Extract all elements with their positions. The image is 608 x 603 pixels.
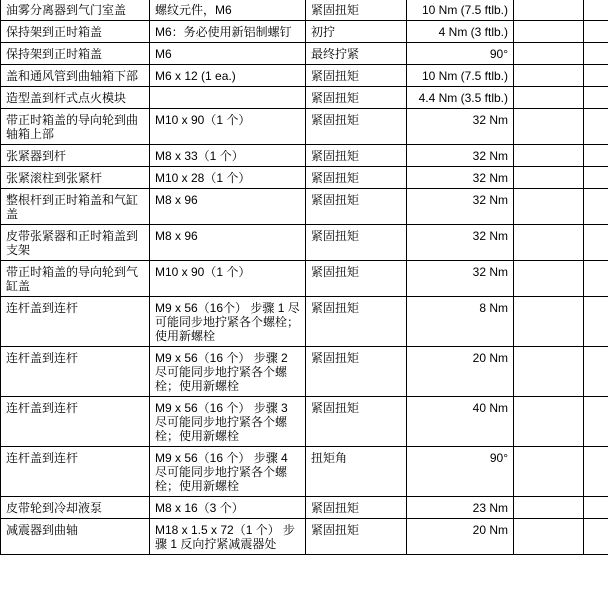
empty-cell bbox=[514, 167, 584, 189]
method-cell: 紧固扭矩 bbox=[306, 225, 407, 261]
value-cell: 32 Nm bbox=[407, 145, 514, 167]
spec-cell: 螺纹元件，M6 bbox=[150, 0, 306, 21]
component-cell: 保持架到正时箱盖 bbox=[1, 43, 150, 65]
empty-cell bbox=[584, 347, 608, 397]
spec-cell bbox=[150, 87, 306, 109]
value-cell: 32 Nm bbox=[407, 167, 514, 189]
table-row bbox=[1, 145, 608, 167]
empty-cell bbox=[514, 297, 584, 347]
empty-cell bbox=[584, 261, 608, 297]
table-row bbox=[1, 297, 608, 347]
empty-cell bbox=[584, 225, 608, 261]
empty-cell bbox=[584, 297, 608, 347]
component-cell: 皮带张紧器和正时箱盖到支架 bbox=[1, 225, 150, 261]
component-cell: 油雾分离器到气门室盖 bbox=[1, 0, 150, 21]
empty-cell bbox=[514, 65, 584, 87]
empty-cell bbox=[514, 87, 584, 109]
table-row bbox=[1, 189, 608, 225]
empty-cell bbox=[584, 0, 608, 21]
empty-cell bbox=[514, 347, 584, 397]
value-cell: 10 Nm (7.5 ftlb.) bbox=[407, 0, 514, 21]
value-cell: 32 Nm bbox=[407, 261, 514, 297]
table-row bbox=[1, 225, 608, 261]
component-cell: 整根杆到正时箱盖和气缸盖 bbox=[1, 189, 150, 225]
component-cell: 皮带轮到冷却液泵 bbox=[1, 497, 150, 519]
value-cell: 20 Nm bbox=[407, 519, 514, 555]
table-row bbox=[1, 261, 608, 297]
table-row bbox=[1, 65, 608, 87]
value-cell: 32 Nm bbox=[407, 225, 514, 261]
table-row bbox=[1, 397, 608, 447]
method-cell: 紧固扭矩 bbox=[306, 497, 407, 519]
component-cell: 连杆盖到连杆 bbox=[1, 397, 150, 447]
spec-cell: M10 x 90（1 个） bbox=[150, 109, 306, 145]
empty-cell bbox=[584, 145, 608, 167]
empty-cell bbox=[584, 87, 608, 109]
value-cell: 90° bbox=[407, 447, 514, 497]
empty-cell bbox=[584, 397, 608, 447]
value-cell: 32 Nm bbox=[407, 189, 514, 225]
empty-cell bbox=[584, 109, 608, 145]
spec-cell: M8 x 96 bbox=[150, 189, 306, 225]
table-row bbox=[1, 0, 608, 21]
empty-cell bbox=[514, 0, 584, 21]
empty-cell bbox=[514, 225, 584, 261]
component-cell: 连杆盖到连杆 bbox=[1, 447, 150, 497]
spec-cell: M8 x 16（3 个） bbox=[150, 497, 306, 519]
empty-cell bbox=[584, 43, 608, 65]
table-row bbox=[1, 43, 608, 65]
empty-cell bbox=[584, 65, 608, 87]
spec-cell: M6 bbox=[150, 43, 306, 65]
component-cell: 盖和通风管到曲轴箱下部 bbox=[1, 65, 150, 87]
value-cell: 32 Nm bbox=[407, 109, 514, 145]
empty-cell bbox=[584, 167, 608, 189]
table-row bbox=[1, 347, 608, 397]
empty-cell bbox=[514, 109, 584, 145]
component-cell: 减震器到曲轴 bbox=[1, 519, 150, 555]
method-cell: 紧固扭矩 bbox=[306, 0, 407, 21]
empty-cell bbox=[514, 145, 584, 167]
empty-cell bbox=[584, 21, 608, 43]
method-cell: 紧固扭矩 bbox=[306, 297, 407, 347]
spec-cell: M6 x 12 (1 ea.) bbox=[150, 65, 306, 87]
method-cell: 紧固扭矩 bbox=[306, 519, 407, 555]
empty-cell bbox=[514, 497, 584, 519]
component-cell: 保持架到正时箱盖 bbox=[1, 21, 150, 43]
component-cell: 带正时箱盖的导向轮到气缸盖 bbox=[1, 261, 150, 297]
table-row bbox=[1, 167, 608, 189]
value-cell: 23 Nm bbox=[407, 497, 514, 519]
method-cell: 紧固扭矩 bbox=[306, 145, 407, 167]
method-cell: 紧固扭矩 bbox=[306, 189, 407, 225]
component-cell: 张紧器到杆 bbox=[1, 145, 150, 167]
spec-cell: M8 x 33（1 个） bbox=[150, 145, 306, 167]
table-row bbox=[1, 519, 608, 555]
empty-cell bbox=[514, 519, 584, 555]
empty-cell bbox=[514, 189, 584, 225]
table-row bbox=[1, 21, 608, 43]
method-cell: 紧固扭矩 bbox=[306, 167, 407, 189]
spec-cell: M8 x 96 bbox=[150, 225, 306, 261]
value-cell: 8 Nm bbox=[407, 297, 514, 347]
table-row bbox=[1, 87, 608, 109]
table-row bbox=[1, 109, 608, 145]
spec-table-body bbox=[1, 0, 608, 555]
empty-cell bbox=[584, 519, 608, 555]
component-cell: 张紧滚柱到张紧杆 bbox=[1, 167, 150, 189]
value-cell: 4.4 Nm (3.5 ftlb.) bbox=[407, 87, 514, 109]
value-cell: 40 Nm bbox=[407, 397, 514, 447]
spec-cell: M9 x 56（16 个） 步骤 2 尽可能同步地拧紧各个螺栓；使用新螺栓 bbox=[150, 347, 306, 397]
method-cell: 紧固扭矩 bbox=[306, 397, 407, 447]
method-cell: 扭矩角 bbox=[306, 447, 407, 497]
spec-cell: M9 x 56（16 个） 步骤 4 尽可能同步地拧紧各个螺栓；使用新螺栓 bbox=[150, 447, 306, 497]
value-cell: 10 Nm (7.5 ftlb.) bbox=[407, 65, 514, 87]
empty-cell bbox=[584, 497, 608, 519]
empty-cell bbox=[514, 43, 584, 65]
component-cell: 连杆盖到连杆 bbox=[1, 347, 150, 397]
method-cell: 最终拧紧 bbox=[306, 43, 407, 65]
empty-cell bbox=[514, 21, 584, 43]
spec-cell: M10 x 28（1 个） bbox=[150, 167, 306, 189]
method-cell: 紧固扭矩 bbox=[306, 347, 407, 397]
spec-cell: M18 x 1.5 x 72（1 个） 步骤 1 反向拧紧减震器处 bbox=[150, 519, 306, 555]
spec-cell: M10 x 90（1 个） bbox=[150, 261, 306, 297]
empty-cell bbox=[514, 261, 584, 297]
spec-cell: M9 x 56（16 个） 步骤 3 尽可能同步地拧紧各个螺栓；使用新螺栓 bbox=[150, 397, 306, 447]
method-cell: 紧固扭矩 bbox=[306, 261, 407, 297]
spec-cell: M6：务必使用新铝制螺钉 bbox=[150, 21, 306, 43]
empty-cell bbox=[584, 447, 608, 497]
component-cell: 连杆盖到连杆 bbox=[1, 297, 150, 347]
method-cell: 紧固扭矩 bbox=[306, 65, 407, 87]
empty-cell bbox=[514, 447, 584, 497]
empty-cell bbox=[514, 397, 584, 447]
component-cell: 造型盖到杆式点火模块 bbox=[1, 87, 150, 109]
empty-cell bbox=[584, 189, 608, 225]
method-cell: 紧固扭矩 bbox=[306, 109, 407, 145]
method-cell: 紧固扭矩 bbox=[306, 87, 407, 109]
component-cell: 带正时箱盖的导向轮到曲轴箱上部 bbox=[1, 109, 150, 145]
value-cell: 4 Nm (3 ftlb.) bbox=[407, 21, 514, 43]
value-cell: 20 Nm bbox=[407, 347, 514, 397]
value-cell: 90° bbox=[407, 43, 514, 65]
method-cell: 初拧 bbox=[306, 21, 407, 43]
table-row bbox=[1, 497, 608, 519]
table-row bbox=[1, 447, 608, 497]
spec-cell: M9 x 56（16个） 步骤 1 尽可能同步地拧紧各个螺栓；使用新螺栓 bbox=[150, 297, 306, 347]
